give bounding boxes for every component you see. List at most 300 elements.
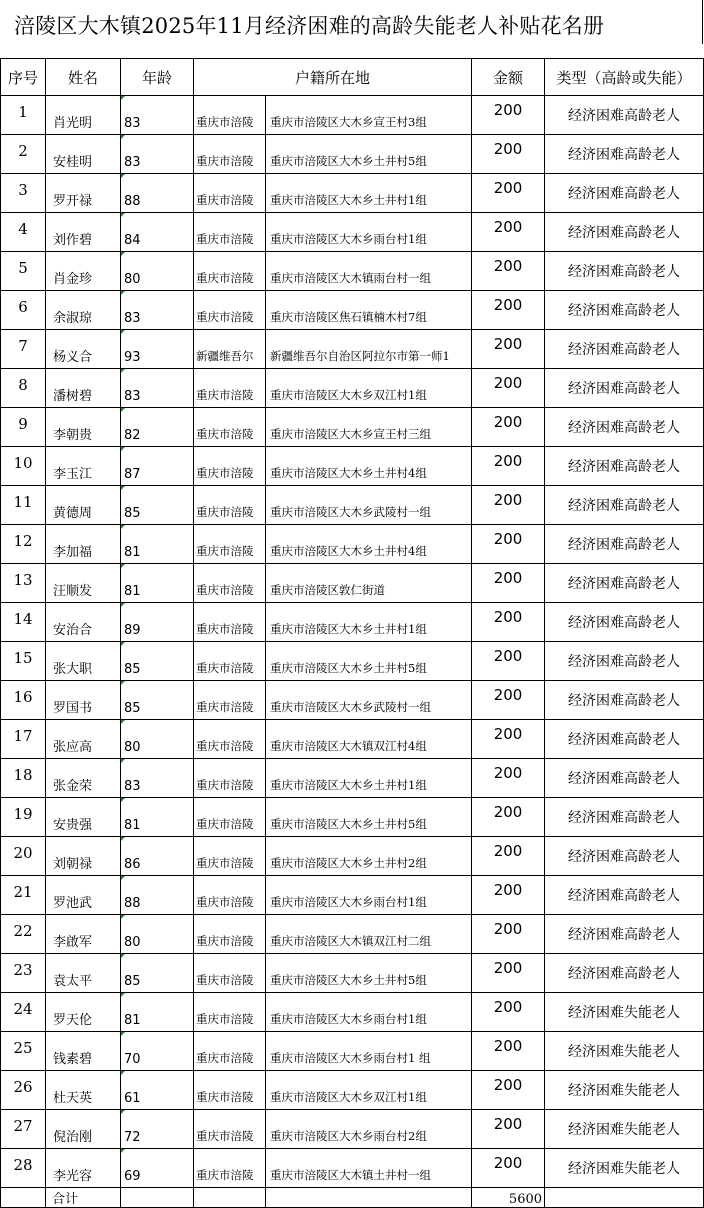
cell-residence-full[interactable] xyxy=(266,915,472,954)
cell-residence-full-text: 重庆市涪陵区大木镇土井村一组 xyxy=(270,1168,431,1182)
cell-residence-short-text: 重庆市涪陵 xyxy=(196,856,254,870)
cell-name[interactable] xyxy=(46,915,121,954)
cell-type[interactable] xyxy=(545,720,704,759)
cell-residence-short-text: 重庆市涪陵 xyxy=(196,817,254,831)
cell-type[interactable] xyxy=(545,1071,704,1110)
cell-age[interactable] xyxy=(121,798,194,837)
cell-residence-short-text: 重庆市涪陵 xyxy=(196,895,254,909)
cell-residence-full[interactable] xyxy=(266,1032,472,1071)
cell-type-text: 经济困难高龄老人 xyxy=(568,849,681,865)
cell-type[interactable] xyxy=(545,603,704,642)
cell-age[interactable] xyxy=(121,603,194,642)
cell-type[interactable] xyxy=(545,876,704,915)
cell-seq[interactable] xyxy=(1,876,46,915)
cell-residence-full[interactable] xyxy=(266,759,472,798)
cell-seq[interactable] xyxy=(1,1110,46,1149)
cell-name[interactable] xyxy=(46,993,121,1032)
cell-age[interactable] xyxy=(121,759,194,798)
cell-residence-short[interactable] xyxy=(194,759,266,798)
cell-residence-short-text: 重庆市涪陵 xyxy=(196,583,254,597)
cell-amount[interactable] xyxy=(472,1149,545,1188)
cell-amount[interactable] xyxy=(472,291,545,330)
cell-amount-text: 200 xyxy=(493,335,523,353)
cell-age[interactable] xyxy=(121,213,194,252)
cell-seq[interactable] xyxy=(1,759,46,798)
cell-residence-short[interactable] xyxy=(194,837,266,876)
cell-residence-full[interactable] xyxy=(266,174,472,213)
cell-seq[interactable] xyxy=(1,486,46,525)
cell-type[interactable] xyxy=(545,486,704,525)
cell-name-text: 罗开禄 xyxy=(53,194,93,209)
cell-seq[interactable] xyxy=(1,564,46,603)
cell-amount[interactable] xyxy=(472,408,545,447)
cell-age-text: 72 xyxy=(124,1130,141,1145)
cell-residence-short[interactable] xyxy=(194,252,266,291)
cell-age-text: 93 xyxy=(124,350,141,365)
cell-type-text: 经济困难高龄老人 xyxy=(568,108,681,124)
cell-age-text: 88 xyxy=(124,194,141,209)
cell-amount[interactable] xyxy=(472,369,545,408)
cell-residence-full[interactable] xyxy=(266,837,472,876)
table-row xyxy=(1,954,704,993)
cell-age[interactable] xyxy=(121,174,194,213)
cell-amount[interactable] xyxy=(472,96,545,135)
cell-amount[interactable] xyxy=(472,837,545,876)
cell-residence-short[interactable] xyxy=(194,486,266,525)
cell-residence-full-text: 重庆市涪陵区大木乡雨台村1组 xyxy=(270,1012,427,1026)
cell-residence-short[interactable] xyxy=(194,1032,266,1071)
cell-residence-full[interactable] xyxy=(266,876,472,915)
table-row xyxy=(1,1149,704,1188)
cell-residence-short-text: 重庆市涪陵 xyxy=(196,1168,254,1182)
cell-type-text: 经济困难高龄老人 xyxy=(568,420,681,436)
cell-age[interactable] xyxy=(121,1032,194,1071)
cell-residence-short[interactable] xyxy=(194,603,266,642)
cell-age[interactable] xyxy=(121,408,194,447)
header-amount[interactable]: 金额 xyxy=(472,59,545,96)
cell-type-text: 经济困难失能老人 xyxy=(568,1083,681,1099)
cell-residence-short[interactable] xyxy=(194,1149,266,1188)
cell-residence-short[interactable] xyxy=(194,447,266,486)
cell-residence-short[interactable] xyxy=(194,96,266,135)
cell-type[interactable] xyxy=(545,1110,704,1149)
cell-residence-short-text: 重庆市涪陵 xyxy=(196,1090,254,1104)
table-row xyxy=(1,174,704,213)
cell-amount[interactable] xyxy=(472,603,545,642)
cell-age[interactable] xyxy=(121,837,194,876)
cell-residence-full[interactable] xyxy=(266,213,472,252)
cell-age[interactable] xyxy=(121,447,194,486)
cell-name[interactable] xyxy=(46,291,121,330)
cell-seq-text: 17 xyxy=(13,727,33,745)
cell-type[interactable] xyxy=(545,291,704,330)
cell-seq[interactable] xyxy=(1,252,46,291)
cell-type[interactable] xyxy=(545,993,704,1032)
cell-age[interactable] xyxy=(121,330,194,369)
total-row xyxy=(1,1188,704,1208)
cell-residence-full[interactable] xyxy=(266,486,472,525)
cell-residence-full[interactable] xyxy=(266,1071,472,1110)
cell-amount[interactable] xyxy=(472,915,545,954)
cell-name[interactable] xyxy=(46,213,121,252)
cell-type[interactable] xyxy=(545,369,704,408)
cell-seq[interactable] xyxy=(1,993,46,1032)
cell-amount-text: 200 xyxy=(493,803,523,821)
cell-residence-short[interactable] xyxy=(194,291,266,330)
cell-residence-short[interactable] xyxy=(194,330,266,369)
cell-name-text: 安治合 xyxy=(53,623,93,638)
cell-age[interactable] xyxy=(121,291,194,330)
cell-amount-text: 200 xyxy=(493,413,523,431)
total-label[interactable]: 合计 xyxy=(46,1188,121,1208)
cell-name[interactable] xyxy=(46,681,121,720)
cell-residence-full[interactable] xyxy=(266,252,472,291)
cell-marker-icon xyxy=(121,759,125,763)
cell-seq-text: 27 xyxy=(13,1117,33,1135)
cell-seq[interactable] xyxy=(1,915,46,954)
cell-residence-short[interactable] xyxy=(194,564,266,603)
cell-type-text: 经济困难高龄老人 xyxy=(568,381,681,397)
cell-seq[interactable] xyxy=(1,798,46,837)
cell-type[interactable] xyxy=(545,408,704,447)
cell-seq[interactable] xyxy=(1,681,46,720)
cell-residence-full[interactable] xyxy=(266,369,472,408)
cell-age[interactable] xyxy=(121,96,194,135)
cell-name[interactable] xyxy=(46,486,121,525)
total-addr1-cell[interactable] xyxy=(194,1188,266,1208)
cell-age[interactable] xyxy=(121,642,194,681)
cell-age[interactable] xyxy=(121,1149,194,1188)
table-row xyxy=(1,252,704,291)
cell-amount[interactable] xyxy=(472,447,545,486)
total-age-cell[interactable] xyxy=(121,1188,194,1208)
cell-type-text: 经济困难高龄老人 xyxy=(568,498,681,514)
cell-type[interactable] xyxy=(545,174,704,213)
cell-amount[interactable] xyxy=(472,1032,545,1071)
cell-name[interactable] xyxy=(46,252,121,291)
cell-amount[interactable] xyxy=(472,525,545,564)
cell-residence-full-text: 重庆市涪陵区大木乡土井村4组 xyxy=(270,466,427,480)
cell-type[interactable] xyxy=(545,1032,704,1071)
cell-age[interactable] xyxy=(121,876,194,915)
cell-type[interactable] xyxy=(545,837,704,876)
cell-residence-full[interactable] xyxy=(266,642,472,681)
cell-type-text: 经济困难高龄老人 xyxy=(568,342,681,358)
cell-residence-short[interactable] xyxy=(194,135,266,174)
cell-residence-short[interactable] xyxy=(194,1071,266,1110)
cell-seq[interactable] xyxy=(1,330,46,369)
cell-age-text: 80 xyxy=(124,272,141,287)
cell-seq-text: 9 xyxy=(18,415,28,433)
cell-age[interactable] xyxy=(121,993,194,1032)
cell-type[interactable] xyxy=(545,759,704,798)
title-row xyxy=(0,0,703,44)
cell-residence-full[interactable] xyxy=(266,603,472,642)
cell-marker-icon xyxy=(121,876,125,880)
cell-marker-icon xyxy=(121,213,125,217)
cell-age-text: 88 xyxy=(124,896,141,911)
cell-amount[interactable] xyxy=(472,330,545,369)
cell-name[interactable] xyxy=(46,525,121,564)
cell-residence-short[interactable] xyxy=(194,993,266,1032)
cell-age[interactable] xyxy=(121,525,194,564)
cell-residence-full[interactable] xyxy=(266,135,472,174)
cell-name[interactable] xyxy=(46,135,121,174)
cell-amount-text: 200 xyxy=(493,491,523,509)
cell-name-text: 张大职 xyxy=(53,662,93,677)
cell-name[interactable] xyxy=(46,720,121,759)
cell-residence-short[interactable] xyxy=(194,525,266,564)
cell-amount[interactable] xyxy=(472,174,545,213)
cell-marker-icon xyxy=(121,1071,125,1075)
cell-seq[interactable] xyxy=(1,642,46,681)
cell-type[interactable] xyxy=(545,642,704,681)
cell-type[interactable] xyxy=(545,252,704,291)
cell-name[interactable] xyxy=(46,1071,121,1110)
cell-amount[interactable] xyxy=(472,993,545,1032)
cell-type[interactable] xyxy=(545,798,704,837)
cell-amount[interactable] xyxy=(472,681,545,720)
table-row xyxy=(1,876,704,915)
cell-residence-full[interactable] xyxy=(266,993,472,1032)
cell-amount-text: 200 xyxy=(493,1076,523,1094)
cell-seq[interactable] xyxy=(1,213,46,252)
cell-age[interactable] xyxy=(121,486,194,525)
cell-age-text: 81 xyxy=(124,818,141,833)
cell-seq[interactable] xyxy=(1,1149,46,1188)
table-row xyxy=(1,291,704,330)
cell-amount[interactable] xyxy=(472,876,545,915)
cell-residence-short[interactable] xyxy=(194,915,266,954)
total-amount[interactable]: 5600 xyxy=(472,1188,545,1208)
cell-seq[interactable] xyxy=(1,408,46,447)
cell-age[interactable] xyxy=(121,135,194,174)
cell-name-text: 张应高 xyxy=(53,740,93,755)
cell-residence-short[interactable] xyxy=(194,174,266,213)
header-type[interactable]: 类型（高龄或失能） xyxy=(545,59,704,96)
cell-marker-icon xyxy=(121,1032,125,1036)
cell-amount[interactable] xyxy=(472,954,545,993)
cell-amount-text: 200 xyxy=(493,881,523,899)
cell-name[interactable] xyxy=(46,603,121,642)
cell-residence-full-text: 重庆市涪陵区大木乡雨台村1组 xyxy=(270,895,427,909)
cell-residence-short-text: 重庆市涪陵 xyxy=(196,544,254,558)
cell-residence-full[interactable] xyxy=(266,1110,472,1149)
cell-age[interactable] xyxy=(121,252,194,291)
cell-type-text: 经济困难失能老人 xyxy=(568,1044,681,1060)
cell-name[interactable] xyxy=(46,447,121,486)
cell-amount[interactable] xyxy=(472,1110,545,1149)
cell-residence-short[interactable] xyxy=(194,681,266,720)
cell-seq[interactable] xyxy=(1,525,46,564)
cell-seq-text: 21 xyxy=(13,883,33,901)
cell-amount[interactable] xyxy=(472,564,545,603)
cell-marker-icon xyxy=(121,642,125,646)
header-seq[interactable]: 序号 xyxy=(1,59,46,96)
cell-residence-short-text: 重庆市涪陵 xyxy=(196,466,254,480)
cell-name-text: 罗池武 xyxy=(53,896,93,911)
cell-amount[interactable] xyxy=(472,798,545,837)
cell-age[interactable] xyxy=(121,720,194,759)
cell-name[interactable] xyxy=(46,96,121,135)
cell-residence-short[interactable] xyxy=(194,213,266,252)
cell-name[interactable] xyxy=(46,564,121,603)
cell-age-text: 61 xyxy=(124,1091,141,1106)
cell-age[interactable] xyxy=(121,1110,194,1149)
cell-marker-icon xyxy=(121,798,125,802)
cell-name[interactable] xyxy=(46,837,121,876)
cell-residence-short[interactable] xyxy=(194,954,266,993)
cell-type-text: 经济困难高龄老人 xyxy=(568,225,681,241)
cell-seq-text: 10 xyxy=(13,454,33,472)
cell-age[interactable] xyxy=(121,564,194,603)
cell-type-text: 经济困难高龄老人 xyxy=(568,771,681,787)
cell-residence-full-text: 重庆市涪陵区大木乡宣王村三组 xyxy=(270,427,431,441)
cell-name[interactable] xyxy=(46,759,121,798)
cell-type[interactable] xyxy=(545,135,704,174)
cell-seq[interactable] xyxy=(1,369,46,408)
cell-residence-short[interactable] xyxy=(194,720,266,759)
cell-seq[interactable] xyxy=(1,447,46,486)
header-residence[interactable]: 户籍所在地 xyxy=(194,59,472,96)
cell-residence-full[interactable] xyxy=(266,408,472,447)
cell-amount[interactable] xyxy=(472,135,545,174)
cell-amount-text: 200 xyxy=(493,998,523,1016)
cell-residence-full[interactable] xyxy=(266,330,472,369)
cell-age[interactable] xyxy=(121,681,194,720)
table-row xyxy=(1,213,704,252)
header-age[interactable]: 年龄 xyxy=(121,59,194,96)
cell-age[interactable] xyxy=(121,369,194,408)
table-row xyxy=(1,330,704,369)
cell-amount[interactable] xyxy=(472,1071,545,1110)
cell-amount[interactable] xyxy=(472,486,545,525)
cell-residence-short[interactable] xyxy=(194,798,266,837)
cell-residence-full[interactable] xyxy=(266,954,472,993)
total-seq-cell[interactable] xyxy=(1,1188,46,1208)
cell-seq[interactable] xyxy=(1,1032,46,1071)
cell-residence-full[interactable] xyxy=(266,447,472,486)
cell-amount[interactable] xyxy=(472,213,545,252)
cell-type-text: 经济困难高龄老人 xyxy=(568,888,681,904)
cell-residence-full[interactable] xyxy=(266,1149,472,1188)
cell-name[interactable] xyxy=(46,1110,121,1149)
cell-residence-short[interactable] xyxy=(194,876,266,915)
cell-type[interactable] xyxy=(545,1149,704,1188)
cell-type[interactable] xyxy=(545,447,704,486)
total-type-cell[interactable] xyxy=(545,1188,704,1208)
cell-name[interactable] xyxy=(46,876,121,915)
cell-residence-full[interactable] xyxy=(266,798,472,837)
cell-residence-short-text: 重庆市涪陵 xyxy=(196,427,254,441)
cell-seq[interactable] xyxy=(1,954,46,993)
cell-seq-text: 23 xyxy=(13,961,33,979)
cell-residence-full[interactable] xyxy=(266,96,472,135)
cell-seq[interactable] xyxy=(1,174,46,213)
cell-seq-text: 18 xyxy=(13,766,33,784)
cell-age[interactable] xyxy=(121,1071,194,1110)
cell-name[interactable] xyxy=(46,642,121,681)
cell-marker-icon xyxy=(121,330,125,334)
cell-seq-text: 12 xyxy=(13,532,33,550)
cell-age-text: 81 xyxy=(124,584,141,599)
cell-seq[interactable] xyxy=(1,603,46,642)
cell-name[interactable] xyxy=(46,798,121,837)
cell-type[interactable] xyxy=(545,954,704,993)
cell-type[interactable] xyxy=(545,525,704,564)
cell-type-text: 经济困难高龄老人 xyxy=(568,693,681,709)
cell-amount-text: 200 xyxy=(493,218,523,236)
cell-residence-short[interactable] xyxy=(194,369,266,408)
cell-seq[interactable] xyxy=(1,291,46,330)
header-name[interactable]: 姓名 xyxy=(46,59,121,96)
cell-residence-full[interactable] xyxy=(266,681,472,720)
cell-amount[interactable] xyxy=(472,720,545,759)
cell-type[interactable] xyxy=(545,96,704,135)
cell-seq-text: 11 xyxy=(13,493,33,511)
cell-residence-full[interactable] xyxy=(266,720,472,759)
cell-type[interactable] xyxy=(545,330,704,369)
cell-name-text: 安贵强 xyxy=(53,818,93,833)
cell-residence-short-text: 重庆市涪陵 xyxy=(196,193,254,207)
cell-type-text: 经济困难高龄老人 xyxy=(568,459,681,475)
cell-residence-full[interactable] xyxy=(266,525,472,564)
cell-amount[interactable] xyxy=(472,642,545,681)
cell-name-text: 杨义合 xyxy=(53,350,93,365)
cell-name[interactable] xyxy=(46,174,121,213)
cell-seq[interactable] xyxy=(1,96,46,135)
cell-age-text: 87 xyxy=(124,467,141,482)
cell-amount-text: 200 xyxy=(493,374,523,392)
cell-age[interactable] xyxy=(121,954,194,993)
cell-seq[interactable] xyxy=(1,720,46,759)
cell-residence-full-text: 新疆维吾尔自治区阿拉尔市第一师1 xyxy=(270,349,450,363)
cell-name[interactable] xyxy=(46,330,121,369)
cell-residence-short[interactable] xyxy=(194,408,266,447)
cell-age[interactable] xyxy=(121,915,194,954)
cell-amount[interactable] xyxy=(472,759,545,798)
cell-name[interactable] xyxy=(46,408,121,447)
cell-amount[interactable] xyxy=(472,252,545,291)
cell-amount-text: 200 xyxy=(493,101,523,119)
cell-seq[interactable] xyxy=(1,837,46,876)
cell-type[interactable] xyxy=(545,213,704,252)
cell-residence-full-text: 重庆市涪陵区大木乡土井村5组 xyxy=(270,817,427,831)
cell-seq-text: 6 xyxy=(18,298,28,316)
cell-residence-full-text: 重庆市涪陵区大木乡土井村5组 xyxy=(270,154,427,168)
cell-name[interactable] xyxy=(46,369,121,408)
cell-seq[interactable] xyxy=(1,1071,46,1110)
total-addr2-cell[interactable] xyxy=(266,1188,472,1208)
table-body xyxy=(1,96,704,1188)
cell-type[interactable] xyxy=(545,564,704,603)
cell-residence-short[interactable] xyxy=(194,1110,266,1149)
cell-residence-short[interactable] xyxy=(194,642,266,681)
cell-seq-text: 4 xyxy=(18,220,28,238)
cell-residence-full[interactable] xyxy=(266,291,472,330)
cell-residence-short-text: 重庆市涪陵 xyxy=(196,310,254,324)
cell-marker-icon xyxy=(121,291,125,295)
cell-type[interactable] xyxy=(545,681,704,720)
cell-name[interactable] xyxy=(46,954,121,993)
cell-seq[interactable] xyxy=(1,135,46,174)
cell-type-text: 经济困难高龄老人 xyxy=(568,927,681,943)
cell-name[interactable] xyxy=(46,1149,121,1188)
cell-type-text: 经济困难高龄老人 xyxy=(568,303,681,319)
cell-type[interactable] xyxy=(545,915,704,954)
cell-name[interactable] xyxy=(46,1032,121,1071)
cell-residence-full[interactable] xyxy=(266,564,472,603)
